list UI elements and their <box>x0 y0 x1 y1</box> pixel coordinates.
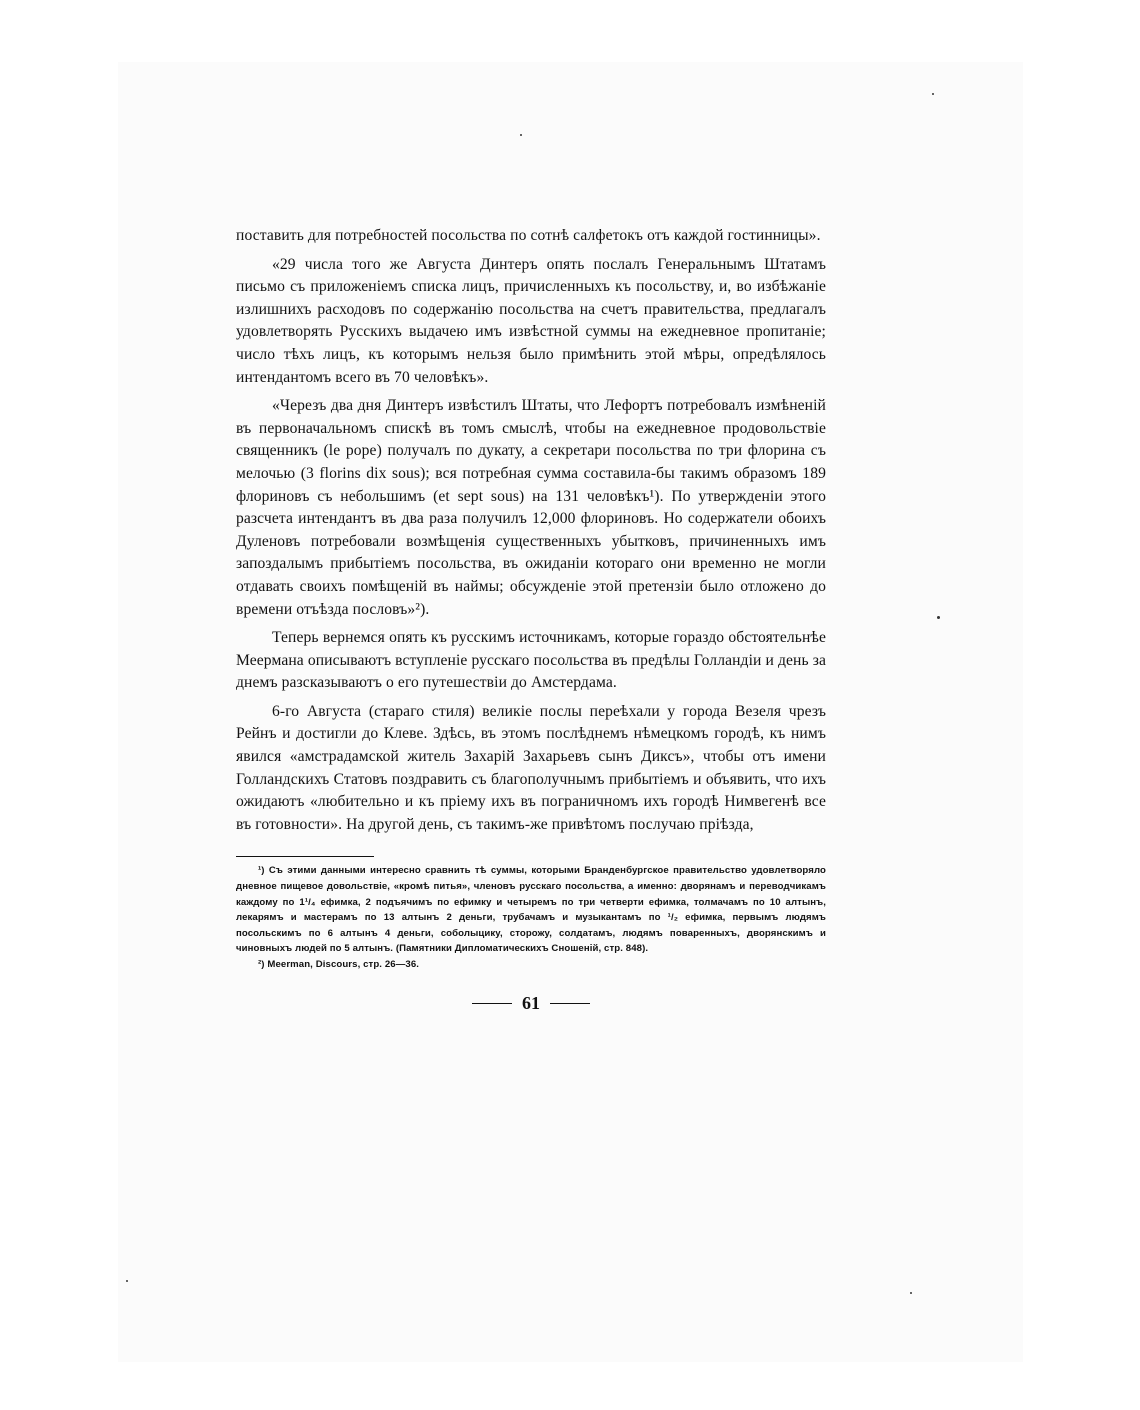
paragraph: поставить для потребностей посольства по сотнѣ салфетокъ отъ каждой гостинницы». <box>236 227 821 244</box>
dust-speck <box>910 1292 912 1294</box>
page-number-block <box>236 993 826 1014</box>
folio-dash-right <box>550 1003 590 1004</box>
paragraph: «Черезъ два дня Динтеръ извѣстилъ Штаты, что Лефортъ потребовалъ измѣненій въ первоначальномъ спискѣ въ томъ смыслѣ, чтобы на ежедневное продовольствіе священникъ (le pope) получалъ по дукату, а секретари посольства по три флорина съ мелочью (3 florins dix sous); вся потребная сумма составила-бы такимъ образомъ 189 флориновъ съ небольшимъ (et sept sous) на 131 человѣкъ¹). По утвержденіи этого разсчета интендантъ въ два раза получилъ 12,000 флориновъ. Но содержатели обоихъ Дуленовъ потребовали возмѣщенія существенныхъ убытковъ, причиненныхъ имъ запоздалымъ прибытіемъ посольства, въ ожиданіи котораго они временно не могли отдавать своихъ помѣщеній въ наймы; обсужденіе этой претензіи было отложено до времени отъѣзда пословъ»²). <box>236 397 826 618</box>
dust-speck <box>932 93 934 95</box>
footnote: ²) Meerman, Discours, стр. 26—36. <box>258 959 420 970</box>
paragraph: 6-го Августа (стараго стиля) великіе послы переѣхали у города Везеля чрезъ Рейнъ и достигли до Клеве. Здѣсь, въ этомъ послѣднемъ нѣмецкомъ городѣ, къ нимъ явился «амстрадамской житель Захарій Захарьевъ сынъ Диксъ», чтобы отъ имени Голландскихъ Статовъ поздравить съ благополучнымъ прибытіемъ и объявить, что ихъ ожидаютъ «любительно и къ пріему ихъ въ пограничномъ ихъ городѣ Нимвегенѣ все въ готовности». На другой день, съ такимъ-же привѣтомъ послучаю пріѣзда, <box>236 702 826 833</box>
dust-speck <box>937 616 940 619</box>
dust-speck <box>520 134 522 136</box>
paragraph: Теперь вернемся опять къ русскимъ источникамъ, которые гораздо обстоятельнѣе Меермана описываютъ вступленіе русскаго посольства въ предѣлы Голландіи и день за днемъ разсказываютъ о его путешествіи до Амстердама. <box>236 629 826 692</box>
dust-speck <box>126 1280 128 1282</box>
paragraph: «29 числа того же Августа Динтеръ опять послалъ Генеральнымъ Штатамъ письмо съ приложеніемъ списка лицъ, причисленныхъ къ посольству, и, во избѣжаніе излишнихъ расходовъ по содержанію посольства на счетъ правительства, предлагалъ удовлетворять Русскихъ выдачею имъ извѣстной суммы на ежедневное пропитаніе; число тѣхъ лицъ, къ которымъ нельзя было примѣнить этой мѣры, опредѣлялось интендантомъ всего въ 70 человѣкъ». <box>236 255 826 386</box>
page-number: 61 <box>522 992 540 1013</box>
page-content <box>236 225 826 1014</box>
folio-dash-left <box>472 1003 512 1004</box>
footnote: ¹) Съ этими данными интересно сравнить тѣ суммы, которыми Бранденбургское правительство удовлетворяло дневное пищевое довольствіе, «кромѣ питья», членовъ русскаго посольства, а именно: дворянамъ и переводчикамъ каждому по 1¹/₄ ефимка, 2 подъячимъ по ефимку и четыремъ по три четверти ефимка, толмачамъ по 10 алтынъ, лекарямъ и мастерамъ по 13 алтынъ 2 деньги, трубачамъ и музыкантамъ по ¹/₂ ефимка, первымъ людямъ посольскимъ по 6 алтынъ 4 деньги, соболыцику, сторожу, солдатамъ, людямъ поваренныхъ, дворянскимъ и чиновныхъ людей по 5 алтынъ. (Памятники Дипломатическихъ Сношеній, стр. 848). <box>236 865 826 955</box>
footnote-divider <box>236 856 374 857</box>
